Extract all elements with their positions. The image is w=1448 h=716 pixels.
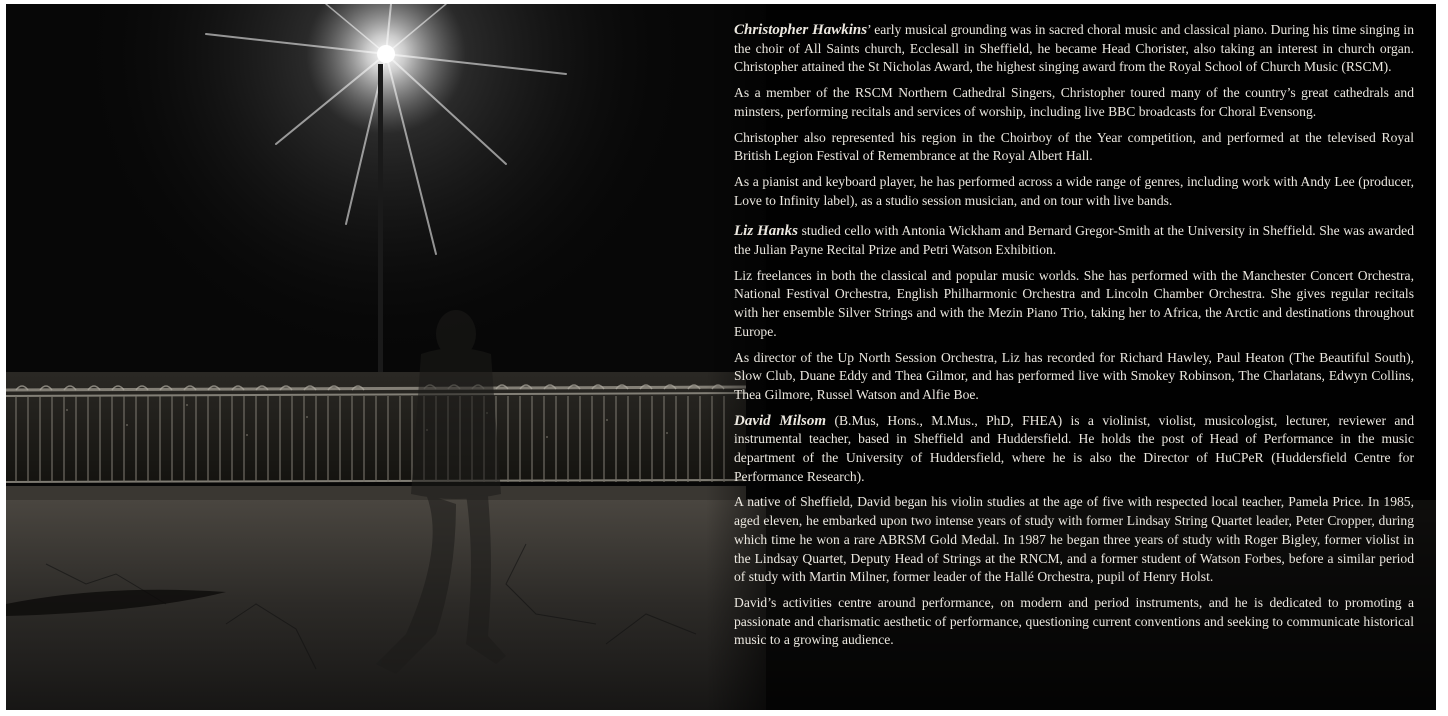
bio-paragraph: A native of Sheffield, David began his violin studies at the age of five with respected local teacher, Pamela Price. In 1985, aged eleven, he embarked upon two intense years of study with former Lindsay String Quartet leader, Peter Cropper, during which time he won a rare ABRSM Gold Medal. In 1987 he began three years of study with Roger Bigley, former violist in the Lindsay Quartet, Deputy Head of Strings at the RNCM, and a former student of Watson Forbes, before a similar period of study with Martin Milner, former leader of the Hallé Orchestra, pupil of Henry Holst. <box>734 494 1414 585</box>
bio-intro-text: ’ early musical grounding was in sacred choral music and classical piano. During his time singing in the choir of All Saints church, Ecclesall in Sheffield, he became Head Chorister, also taking an interest in church organ. Christopher attained the St Nicholas Award, the highest singing award from the Royal School of Church Music (RSCM). <box>734 22 1415 75</box>
bio-paragraph: David’s activities centre around performance, on modern and period instruments, and he is dedicated to promoting a passionate and charismatic aesthetic of performance, questioning current conventions and seeking to communicate historical music to a growing audience. <box>734 594 1414 648</box>
bio-liz-hanks-intro <box>734 222 1414 259</box>
bio-name: Christopher Hawkins <box>734 22 868 38</box>
bio-christopher-hawkins-intro <box>734 21 1414 77</box>
bio-paragraph: As director of the Up North Session Orchestra, Liz has recorded for Richard Hawley, Paul Heaton (The Beautiful South), Slow Club, Duane Eddy and Thea Gilmor, and has performed live with Smokey Robinson, The Charlatans, Edwyn Collins, Thea Gilmore, Russel Watson and Alfie Boe. <box>734 349 1414 402</box>
bio-paragraph: As a member of the RSCM Northern Cathedral Singers, Christopher toured many of the country’s great cathedrals and minsters, performing recitals and services of worship, including live BBC broadcasts for Choral Evensong. <box>734 85 1414 119</box>
bio-paragraph: Christopher also represented his region in the Choirboy of the Year competition, and performed at the televised Royal British Legion Festival of Remembrance at the Royal Albert Hall. <box>734 129 1414 164</box>
bio-paragraph: As a pianist and keyboard player, he has performed across a wide range of genres, including work with Andy Lee (producer, Love to Infinity label), as a studio session musician, and on tour with live bands. <box>734 173 1414 208</box>
bio-intro-text: (B.Mus, Hons., M.Mus., PhD, FHEA) is a violinist, violist, musicologist, lecturer, reviewer and instrumental teacher, based in Sheffield and Huddersfield. He holds the post of Head of Performance in the music department of the University of Huddersfield, where he is also the Director of HuCPeR (Huddersfield Centre for Performance Research). <box>734 412 1414 484</box>
bio-name: David Milsom <box>734 412 827 429</box>
bio-paragraph: Liz freelances in both the classical and popular music worlds. She has performed with the Manchester Concert Orchestra, National Festival Orchestra, English Philharmonic Orchestra and Lincoln Chamber Orchestra. She gives regular recitals with her ensemble Silver Strings and with the Mezin Piano Trio, taking her to Africa, the Arctic and destinations throughout Europe. <box>734 267 1414 339</box>
bio-david-milsom-intro <box>734 412 1414 487</box>
bio-intro-text: studied cello with Antonia Wickham and Bernard Gregor-Smith at the University in Sheffield. She was awarded the Julian Payne Recital Prize and Petri Watson Exhibition. <box>734 223 1415 258</box>
booklet-spread <box>6 4 1436 710</box>
biographies-column <box>734 21 1414 657</box>
bio-name: Liz Hanks <box>734 223 798 240</box>
